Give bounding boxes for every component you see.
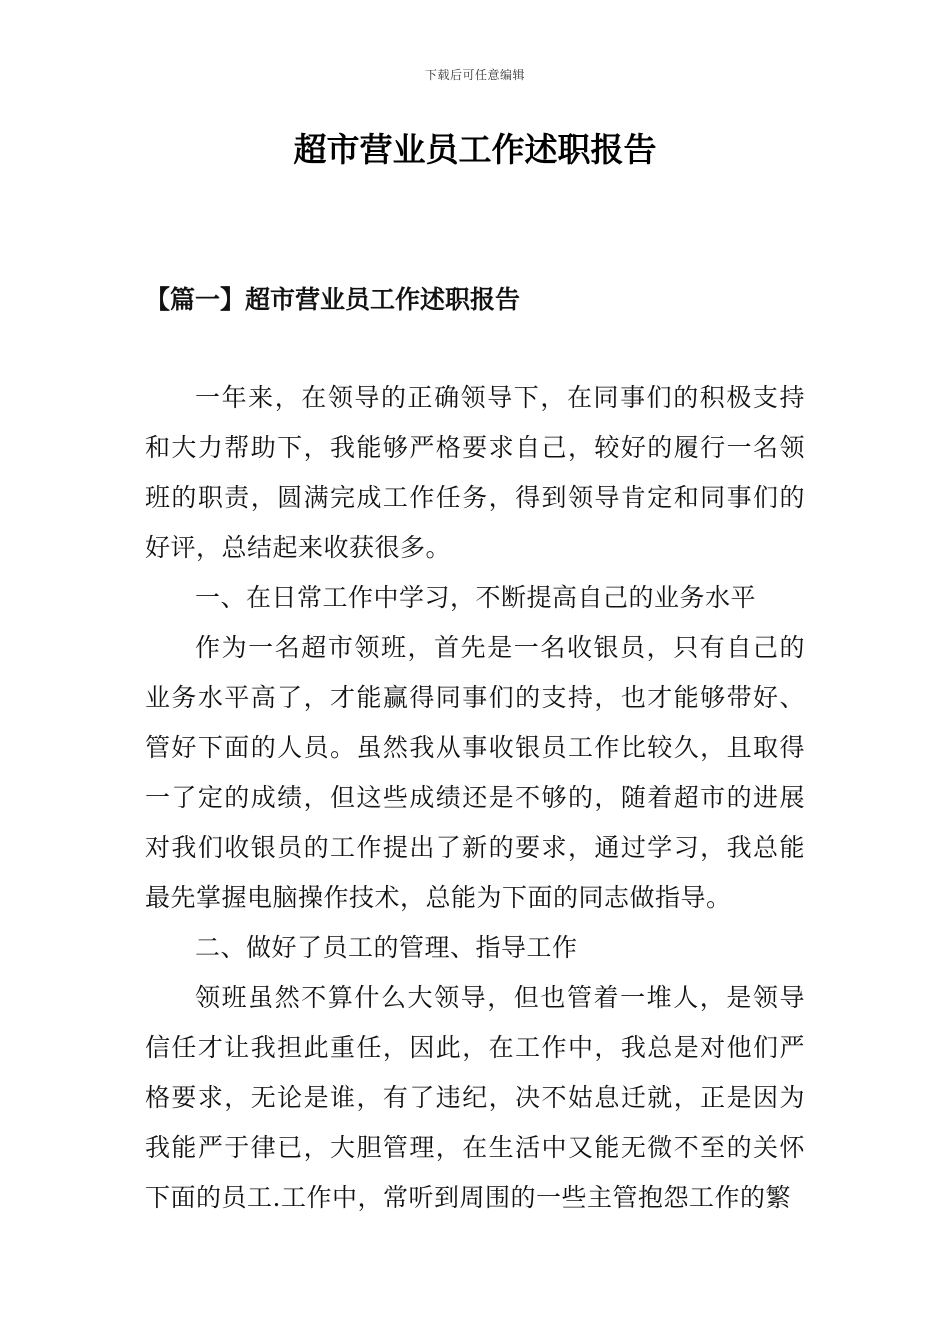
paragraph-study: 作为一名超市领班，首先是一名收银员，只有自己的业务水平高了，才能赢得同事们的支持，也才能够带好、管好下面的人员。虽然我从事收银员工作比较久，且取得一了定的成绩，但这些成绩还是不够的，随着超市的进展对我们收银员的工作提出了新的要求，通过学习，我总能最先掌握电脑操作技术，总能为下面的同志做指导。: [145, 633, 805, 912]
document-title: 超市营业员工作述职报告: [293, 130, 657, 169]
paragraph-heading-two: 二、做好了员工的管理、指导工作: [195, 933, 578, 962]
paragraph-intro: 一年来，在领导的正确领导下，在同事们的积极支持和大力帮助下，我能够严格要求自己，较好的履行一名领班的职责，圆满完成工作任务，得到领导肯定和同事们的好评，总结起来收获很多。: [145, 383, 805, 562]
section-heading: 【篇一】超市营业员工作述职报告: [145, 285, 521, 314]
paragraph-management: 领班虽然不算什么大领导，但也管着一堆人，是领导信任才让我担此重任，因此，在工作中，我总是对他们严格要求，无论是谁，有了违纪，决不姑息迁就，正是因为我能严于律已，大胆管理，在生活中又能无微不至的关怀下面的员工.工作中，常听到周围的一些主管抱怨工作的繁: [145, 983, 805, 1212]
header-note: 下载后可任意编辑: [424, 68, 525, 82]
paragraph-heading-one: 一、在日常工作中学习，不断提高自己的业务水平: [195, 583, 757, 612]
document-body: [145, 373, 805, 1223]
